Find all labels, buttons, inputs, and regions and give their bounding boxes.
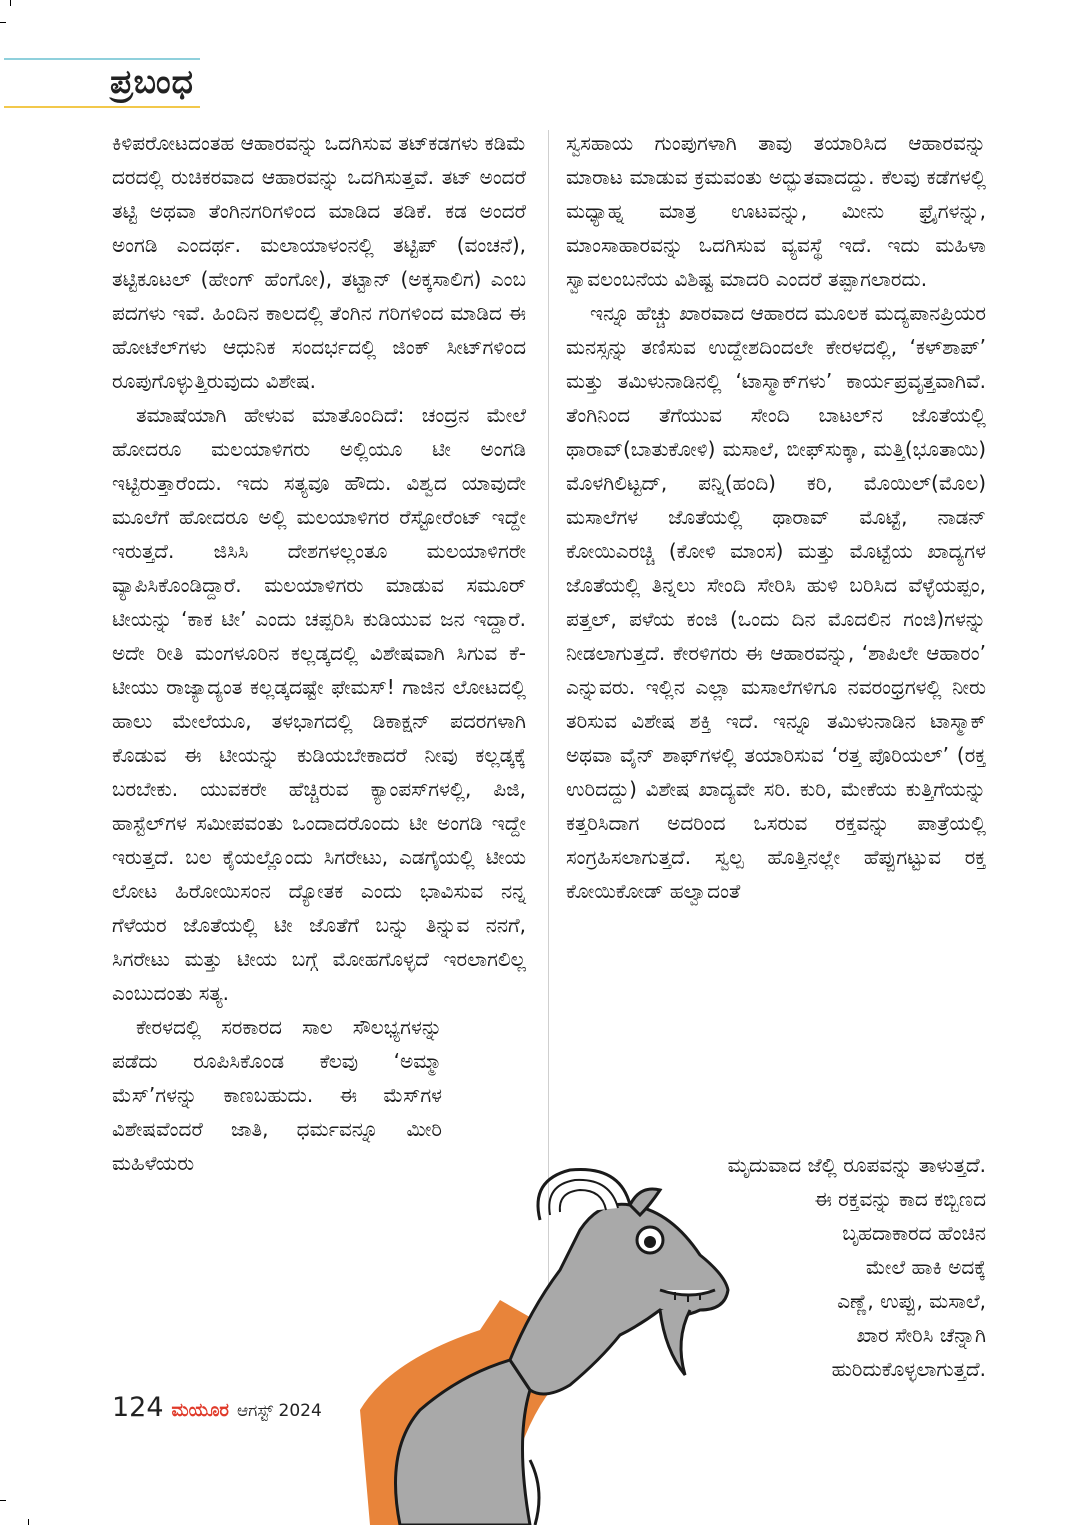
- tail-line: ಮೃದುವಾದ ಜೆಲ್ಲಿ ರೂಪವನ್ನು ತಾಳುತ್ತದೆ.: [727, 1153, 986, 1177]
- paragraph: ಕೇರಳದಲ್ಲಿ ಸರಕಾರದ ಸಾಲ ಸೌಲಭ್ಯಗಳನ್ನು ಪಡೆದು ರೂಪಿಸಿಕೊಂಡ ಕೆಲವು ‘ಅಮ್ಮಾ ಮೆಸ್’ಗಳನ್ನು ಕಾಣಬಹುದು. ಈ ಮೆಸ್‌ಗಳ ವಿಶೇಷವೆಂದರೆ ಜಾತಿ, ಧರ್ಮವನ್ನೂ ಮೀರಿ ಮಹಿಳೆಯರು: [112, 1015, 442, 1175]
- tail-line: ಖಾರ ಸೇರಿಸಿ ಚೆನ್ನಾಗಿ: [856, 1323, 986, 1347]
- header-rule-top: [4, 58, 200, 60]
- paragraph: ಕಿಳಿಪರೋಟದಂತಹ ಆಹಾರವನ್ನು ಒದಗಿಸುವ ತಟ್‌ಕಡಗಳು ಕಡಿಮೆ ದರದಲ್ಲಿ ರುಚಿಕರವಾದ ಆಹಾರವನ್ನು ಒದಗಿಸುತ್ತವೆ. ತಟ್ ಅಂದರೆ ತಟ್ಟಿ ಅಥವಾ ತೆಂಗಿನಗರಿಗಳಿಂದ ಮಾಡಿದ ತಡಿಕೆ. ಕಡ ಅಂದರೆ ಅಂಗಡಿ ಎಂದರ್ಥ. ಮಲಾಯಾಳಂನಲ್ಲಿ ತಟ್ಟಿಪ್ (ವಂಚನೆ), ತಟ್ಟಿಕೂಟಲ್ (ಹೇಂಗ್ ಹೆಂಗೋ), ತಟ್ಟಾನ್ (ಅಕ್ಕಸಾಲಿಗ) ಎಂಬ ಪದಗಳು ಇವೆ. ಹಿಂದಿನ ಕಾಲದಲ್ಲಿ ತೆಂಗಿನ ಗರಿಗಳಿಂದ ಮಾಡಿದ ಈ ಹೋಟೆಲ್‌ಗಳು ಆಧುನಿಕ ಸಂದರ್ಭದಲ್ಲಿ ಜಿಂಕ್ ಸೀಟ್‌ಗಳಿಂದ ರೂಪುಗೊಳ್ಳುತ್ತಿರುವುದು ವಿಶೇಷ.: [112, 131, 526, 393]
- tail-line: ಈ ರಕ್ತವನ್ನು ಕಾದ ಕಬ್ಬಿಣದ: [814, 1187, 986, 1211]
- page-number: 124: [112, 1392, 164, 1423]
- crop-mark: [10, 0, 11, 6]
- left-column: [112, 126, 526, 1180]
- tail-line: ಹುರಿದುಕೊಳ್ಳಲಾಗುತ್ತದೆ.: [831, 1357, 986, 1381]
- page-footer: [112, 1392, 322, 1423]
- crop-mark: [28, 1519, 29, 1525]
- section-title: ಪ್ರಬಂಧ: [110, 62, 194, 101]
- crop-mark: [0, 22, 6, 23]
- issue-date: ಆಗಸ್ಟ್ 2024: [236, 1401, 322, 1421]
- paragraph: ಸ್ವಸಹಾಯ ಗುಂಪುಗಳಾಗಿ ತಾವು ತಯಾರಿಸಿದ ಆಹಾರವನ್ನು ಮಾರಾಟ ಮಾಡುವ ಕ್ರಮವಂತು ಅದ್ಭುತವಾದದ್ದು. ಕೆಲವು ಕಡೆಗಳಲ್ಲಿ ಮಧ್ಯಾಹ್ನ ಮಾತ್ರ ಊಟವನ್ನು, ಮೀನು ಫ್ರೈಗಳನ್ನು, ಮಾಂಸಾಹಾರವನ್ನು ಒದಗಿಸುವ ವ್ಯವಸ್ಥೆ ಇದೆ. ಇದು ಮಹಿಳಾ ಸ್ವಾವಲಂಬನೆಯ ವಿಶಿಷ್ಟ ಮಾದರಿ ಎಂದರೆ ತಪ್ಪಾಗಲಾರದು.: [566, 131, 986, 291]
- crop-mark: [0, 1500, 6, 1501]
- paragraph: ತಮಾಷೆಯಾಗಿ ಹೇಳುವ ಮಾತೊಂದಿದೆ: ಚಂದ್ರನ ಮೇಲೆ ಹೋದರೂ ಮಲಯಾಳಿಗರು ಅಲ್ಲಿಯೂ ಟೀ ಅಂಗಡಿ ಇಟ್ಟಿರುತ್ತಾರೆಂದು. ಇದು ಸತ್ಯವೂ ಹೌದು. ವಿಶ್ವದ ಯಾವುದೇ ಮೂಲೆಗೆ ಹೋದರೂ ಅಲ್ಲಿ ಮಲಯಾಳಿಗರ ರೆಸ್ಟೋರೆಂಟ್ ಇದ್ದೇ ಇರುತ್ತದೆ. ಜಿಸಿಸಿ ದೇಶಗಳಲ್ಲಂತೂ ಮಲಯಾಳಿಗರೇ ವ್ಯಾಪಿಸಿಕೊಂಡಿದ್ದಾರೆ. ಮಲಯಾಳಿಗರು ಮಾಡುವ ಸಮೂರ್ ಟೀಯನ್ನು ‘ಕಾಕ ಟೀ’ ಎಂದು ಚಪ್ಪರಿಸಿ ಕುಡಿಯುವ ಜನ ಇದ್ದಾರೆ. ಅದೇ ರೀತಿ ಮಂಗಳೂರಿನ ಕಲ್ಲಡ್ಕದಲ್ಲಿ ವಿಶೇಷವಾಗಿ ಸಿಗುವ ಕೆ-ಟೀಯು ರಾಜ್ಯಾದ್ಯಂತ ಕಲ್ಲಡ್ಕದಷ್ಟೇ ಫೇಮಸ್! ಗಾಜಿನ ಲೋಟದಲ್ಲಿ ಹಾಲು ಮೇಲೆಯೂ, ತಳಭಾಗದಲ್ಲಿ ಡಿಕಾಕ್ಷನ್ ಪದರಗಳಾಗಿ ಕೊಡುವ ಈ ಟೀಯನ್ನು ಕುಡಿಯಬೇಕಾದರೆ ನೀವು ಕಲ್ಲಡ್ಕಕ್ಕೆ ಬರಬೇಕು. ಯುವಕರೇ ಹೆಚ್ಚಿರುವ ಕ್ಯಾಂಪಸ್‌ಗಳಲ್ಲಿ, ಪಿಜಿ, ಹಾಸ್ಟೆಲ್‌ಗಳ ಸಮೀಪವಂತು ಒಂದಾದರೊಂದು ಟೀ ಅಂಗಡಿ ಇದ್ದೇ ಇರುತ್ತದೆ. ಬಲ ಕೈಯಲ್ಲೊಂದು ಸಿಗರೇಟು, ಎಡಗೈಯಲ್ಲಿ ಟೀಯ ಲೋಟ ಹಿರೋಯಿಸಂನ ದ್ಯೋತಕ ಎಂದು ಭಾವಿಸುವ ನನ್ನ ಗೆಳೆಯರ ಜೊತೆಯಲ್ಲಿ ಟೀ ಜೊತೆಗೆ ಬನ್ನು ತಿನ್ನುವ ನನಗೆ, ಸಿಗರೇಟು ಮತ್ತು ಟೀಯ ಬಗ್ಗೆ ಮೋಹಗೊಳ್ಳದೆ ಇರಲಾಗಲಿಲ್ಲ ಎಂಬುದಂತು ಸತ್ಯ.: [112, 403, 526, 1005]
- magazine-name: ಮಯೂರ: [171, 1400, 229, 1421]
- right-column: [566, 126, 986, 908]
- tail-line: ಎಣ್ಣೆ, ಉಪ್ಪು, ಮಸಾಲೆ,: [837, 1289, 986, 1313]
- tail-line: ಬೃಹದಾಕಾರದ ಹೆಂಚಿನ: [842, 1221, 986, 1245]
- paragraph: ಇನ್ನೂ ಹೆಚ್ಚು ಖಾರವಾದ ಆಹಾರದ ಮೂಲಕ ಮದ್ಯಪಾನಪ್ರಿಯರ ಮನಸ್ಸನ್ನು ತಣಿಸುವ ಉದ್ದೇಶದಿಂದಲೇ ಕೇರಳದಲ್ಲಿ, ‘ಕಳ್‌ಶಾಪ್’ ಮತ್ತು ತಮಿಳುನಾಡಿನಲ್ಲಿ ‘ಟಾಸ್ಮಾಕ್‌ಗಳು’ ಕಾರ್ಯಪ್ರವೃತ್ತವಾಗಿವೆ. ತೆಂಗಿನಿಂದ ತೆಗೆಯುವ ಸೇಂದಿ ಬಾಟಲ್‌ನ ಜೊತೆಯಲ್ಲಿ ಥಾರಾವ್(ಬಾತುಕೋಳಿ) ಮಸಾಲೆ, ಬೀಫ್‌ಸುಕ್ಕಾ, ಮತ್ತಿ(ಭೂತಾಯಿ) ಮೊಳಗಿಲಿಟ್ಟದ್, ಪನ್ನಿ(ಹಂದಿ) ಕರಿ, ಮೊಯಿಲ್(ಮೊಲ) ಮಸಾಲೆಗಳ ಜೊತೆಯಲ್ಲಿ ಥಾರಾವ್ ಮೊಟ್ಟೆ, ನಾಡನ್ ಕೋಯಿಎರಚ್ಚಿ (ಕೋಳಿ ಮಾಂಸ) ಮತ್ತು ಮೊಟ್ಟೆಯ ಖಾದ್ಯಗಳ ಜೊತೆಯಲ್ಲಿ ತಿನ್ನಲು ಸೇಂದಿ ಸೇರಿಸಿ ಹುಳಿ ಬರಿಸಿದ ವೆಳ್ಳೆಯಪ್ಪಂ, ಪತ್ತಲ್, ಪಳೆಯ ಕಂಜಿ (ಒಂದು ದಿನ ಮೊದಲಿನ ಗಂಜಿ)ಗಳನ್ನು ನೀಡಲಾಗುತ್ತದೆ. ಕೇರಳಿಗರು ಈ ಆಹಾರವನ್ನು, ‘ಶಾಪಿಲೇ ಆಹಾರಂ’ ಎನ್ನುವರು. ಇಲ್ಲಿನ ಎಲ್ಲಾ ಮಸಾಲೆಗಳಿಗೂ ನವರಂಧ್ರಗಳಲ್ಲಿ ನೀರು ತರಿಸುವ ವಿಶೇಷ ಶಕ್ತಿ ಇದೆ. ಇನ್ನೂ ತಮಿಳುನಾಡಿನ ಟಾಸ್ಮಾಕ್ ಅಥವಾ ವೈನ್ ಶಾಫ್‌ಗಳಲ್ಲಿ ತಯಾರಿಸುವ ‘ರತ್ತ ಪೊರಿಯಲ್’ (ರಕ್ತ ಉರಿದದ್ದು) ವಿಶೇಷ ಖಾದ್ಯವೇ ಸರಿ. ಕುರಿ, ಮೇಕೆಯ ಕುತ್ತಿಗೆಯನ್ನು ಕತ್ತರಿಸಿದಾಗ ಅದರಿಂದ ಒಸರುವ ರಕ್ತವನ್ನು ಪಾತ್ರೆಯಲ್ಲಿ ಸಂಗ್ರಹಿಸಲಾಗುತ್ತದೆ. ಸ್ವಲ್ಪ ಹೊತ್ತಿನಲ್ಲೇ ಹೆಪ್ಪುಗಟ್ಟುವ ರಕ್ತ ಕೋಯಿಕೋಡ್ ಹಲ್ವಾದಂತೆ: [566, 301, 986, 903]
- header-rule-bottom: [4, 106, 200, 108]
- goat-illustration-icon: [330, 1160, 730, 1525]
- tail-line: ಮೇಲೆ ಹಾಕಿ ಅದಕ್ಕೆ: [865, 1255, 986, 1279]
